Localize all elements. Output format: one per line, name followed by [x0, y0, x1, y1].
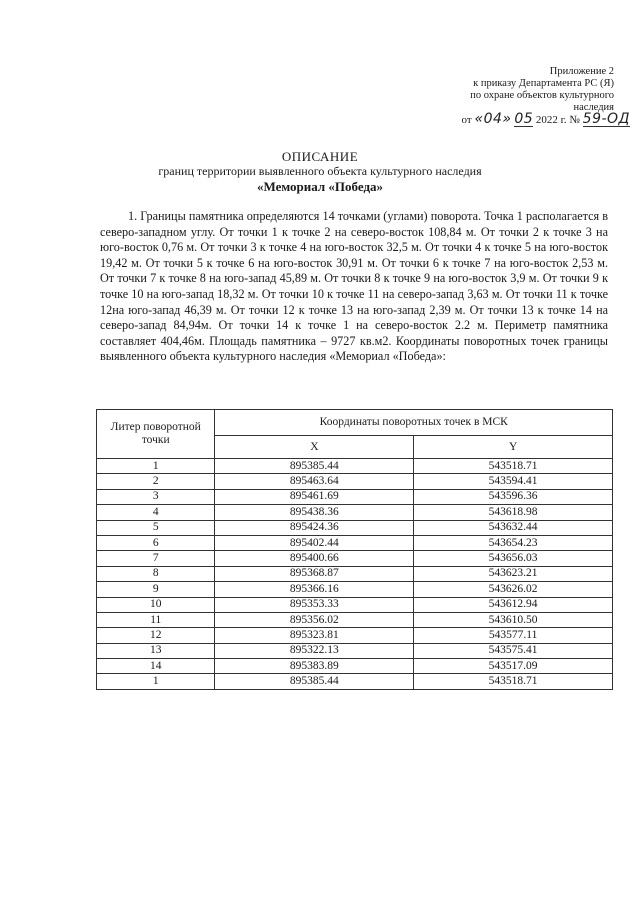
cell-y: 543618.98 — [414, 505, 613, 520]
cell-liter: 13 — [97, 643, 215, 658]
cell-x: 895385.44 — [215, 459, 414, 474]
header-coordinates: Координаты поворотных точек в МСК — [215, 410, 613, 436]
table-row — [97, 520, 613, 535]
cell-y: 543632.44 — [414, 520, 613, 535]
cell-y: 543654.23 — [414, 535, 613, 550]
coordinates-body — [97, 459, 613, 690]
order-reference — [420, 112, 630, 127]
cell-y: 543656.03 — [414, 551, 613, 566]
cell-x: 895424.36 — [215, 520, 414, 535]
cell-liter: 1 — [97, 674, 215, 689]
table-row — [97, 489, 613, 504]
cell-y: 543575.41 — [414, 643, 613, 658]
cell-liter: 12 — [97, 628, 215, 643]
table-row — [97, 474, 613, 489]
table-row — [97, 643, 613, 658]
cell-y: 543610.50 — [414, 612, 613, 627]
cell-liter: 14 — [97, 659, 215, 674]
cell-liter: 10 — [97, 597, 215, 612]
boundary-description: 1. Границы памятника определяются 14 точками (углами) поворота. Точка 1 располагается в северо-западном углу. От точки 1 к точке 2 на северо-восток 108,84 м. От точки 2 к точке 3 на юго-восток 0,76 м. От точки 3 к точке 4 на юго-восток 32,5 м. От точки 4 к точке 5 на юго-восток 19,42 м. От точки 5 к точке 6 на юго-восток 30,91 м. От точки 6 к точке 7 на юго-восток 2,53 м. От точки 7 к точке 8 на юго-запад 45,89 м. От точки 8 к точке 9 на юго-восток 3,9 м. От точки 9 к точке 10 на юго-запад 18,32 м. От точки 10 к точке 11 на северо-запад 3,63 м. От точки 11 к точке 12на юго-запад 46,39 м. От точки 12 к точке 13 на юго-запад 2,39 м. От точки 13 к точке 14 на северо-запад 84,94м. От точки 14 к точке 1 на северо-восток 2.2 м. Периметр памятника составляет 404,46м. Площадь памятника – 9727 кв.м2. Координаты поворотных точек границы выявленного объекта культурного наследия «Мемориал «Победа»: — [100, 209, 608, 364]
cell-y: 543577.11 — [414, 628, 613, 643]
document-title: ОПИСАНИЕ — [281, 149, 359, 164]
appendix-line: к приказу Департамента РС (Я) — [473, 78, 614, 89]
table-row — [97, 459, 613, 474]
cell-y: 543612.94 — [414, 597, 613, 612]
cell-x: 895463.64 — [215, 474, 414, 489]
order-month: 05 — [514, 111, 534, 127]
table-row — [97, 612, 613, 627]
table-row — [97, 659, 613, 674]
cell-y: 543518.71 — [414, 674, 613, 689]
document-subtitle: границ территории выявленного объекта культурного наследия — [158, 164, 482, 178]
table-row — [97, 566, 613, 581]
cell-liter: 6 — [97, 535, 215, 550]
order-prefix: от — [461, 114, 472, 126]
cell-y: 543518.71 — [414, 459, 613, 474]
coordinates-table — [96, 409, 613, 690]
cell-liter: 5 — [97, 520, 215, 535]
cell-y: 543623.21 — [414, 566, 613, 581]
cell-y: 543517.09 — [414, 659, 613, 674]
cell-x: 895385.44 — [215, 674, 414, 689]
cell-x: 895322.13 — [215, 643, 414, 658]
object-name: «Мемориал «Победа» — [256, 179, 384, 194]
table-row — [97, 597, 613, 612]
cell-y: 543594.41 — [414, 474, 613, 489]
cell-x: 895438.36 — [215, 505, 414, 520]
cell-x: 895402.44 — [215, 535, 414, 550]
appendix-block — [430, 66, 614, 114]
cell-x: 895323.81 — [215, 628, 414, 643]
header-y: Y — [414, 436, 613, 459]
order-year: 2022 г. № — [535, 114, 580, 126]
header-liter: Литер поворотной точки — [97, 410, 215, 459]
cell-x: 895353.33 — [215, 597, 414, 612]
cell-x: 895366.16 — [215, 582, 414, 597]
cell-liter: 8 — [97, 566, 215, 581]
table-row — [97, 551, 613, 566]
cell-x: 895356.02 — [215, 612, 414, 627]
table-row — [97, 582, 613, 597]
cell-liter: 4 — [97, 505, 215, 520]
cell-liter: 9 — [97, 582, 215, 597]
cell-y: 543596.36 — [414, 489, 613, 504]
table-row — [97, 628, 613, 643]
cell-liter: 2 — [97, 474, 215, 489]
cell-liter: 1 — [97, 459, 215, 474]
order-day: «04» — [474, 111, 512, 127]
appendix-line: наследия — [573, 102, 614, 113]
order-number: 59-ОД — [582, 111, 630, 127]
cell-liter: 7 — [97, 551, 215, 566]
table-row — [97, 505, 613, 520]
cell-x: 895461.69 — [215, 489, 414, 504]
cell-x: 895383.89 — [215, 659, 414, 674]
cell-liter: 11 — [97, 612, 215, 627]
header-x: X — [215, 436, 414, 459]
appendix-line: по охране объектов культурного — [470, 90, 614, 101]
appendix-line: Приложение 2 — [549, 66, 614, 77]
table-row — [97, 674, 613, 689]
cell-liter: 3 — [97, 489, 215, 504]
table-row — [97, 535, 613, 550]
cell-y: 543626.02 — [414, 582, 613, 597]
cell-x: 895400.66 — [215, 551, 414, 566]
cell-x: 895368.87 — [215, 566, 414, 581]
